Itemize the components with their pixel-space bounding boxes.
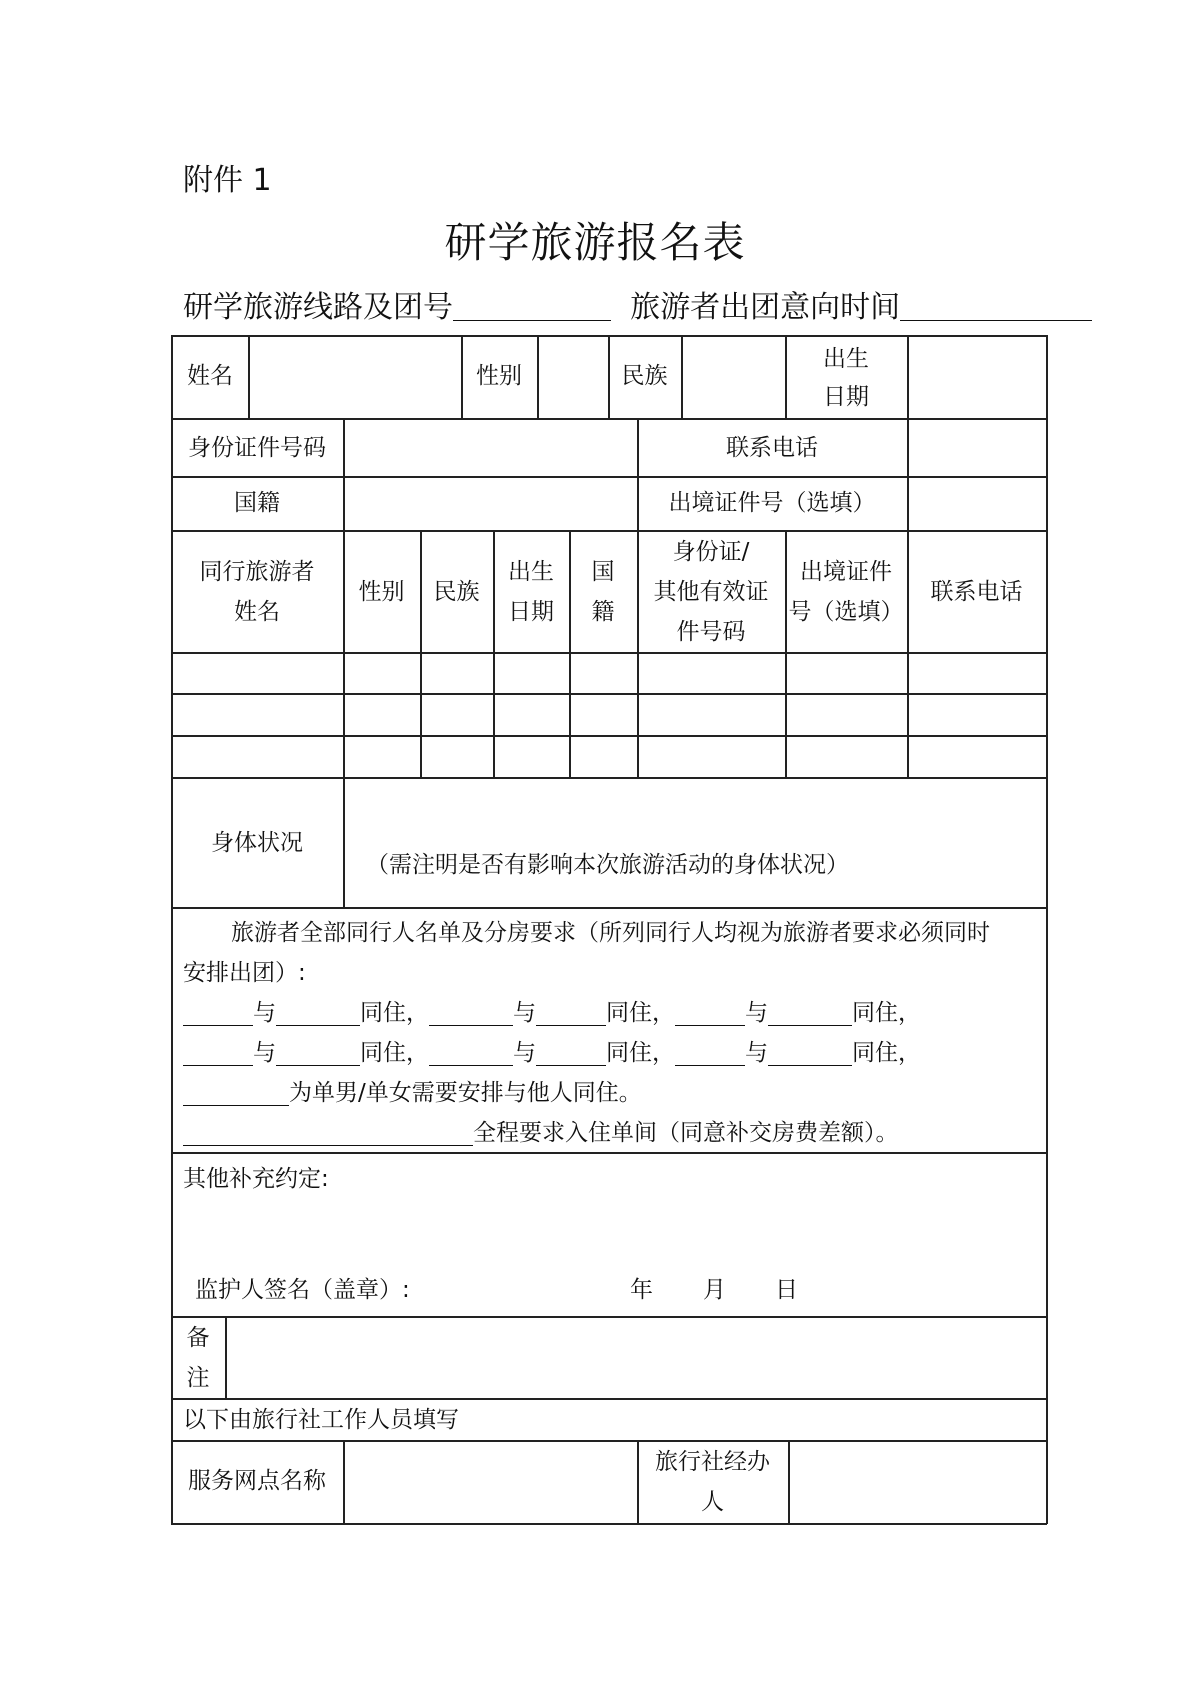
- header-line: 姓名: [234, 599, 280, 625]
- birth-label-line: 日期: [823, 384, 869, 410]
- route-label: 研学旅游线路及团号: [183, 290, 453, 325]
- with-text: 与: [253, 1040, 276, 1066]
- companion-id-header: [637, 532, 785, 652]
- single-share-text: 为单男/单女需要安排与他人同住。: [289, 1080, 642, 1106]
- ethnicity-input[interactable]: [682, 340, 785, 418]
- route-blank[interactable]: [453, 290, 611, 321]
- with-text: 与: [253, 1000, 276, 1026]
- header-line: 国: [591, 559, 615, 585]
- agency-handler-label: [637, 1442, 788, 1522]
- rooming-intro-cont: 安排出团）:: [183, 960, 306, 986]
- date-day: 日: [775, 1277, 798, 1303]
- rooming-line: [183, 993, 921, 1033]
- header-line: 同行旅游者: [199, 559, 315, 585]
- health-input[interactable]: [344, 779, 1046, 907]
- birth-label-line: 出生: [823, 346, 869, 372]
- header-line: 籍: [591, 599, 615, 625]
- header-line: 号（选填）: [788, 599, 904, 625]
- other-agreements-label: 其他补充约定:: [183, 1166, 329, 1192]
- agency-section-label: 以下由旅行社工作人员填写: [183, 1407, 459, 1433]
- companion-gender-header: 性别: [358, 579, 405, 605]
- companion-name-header: [171, 552, 343, 632]
- intended-time-blank[interactable]: [900, 290, 1092, 321]
- handler-label-line: 旅行社经办: [655, 1449, 770, 1475]
- companion-row[interactable]: [172, 695, 1046, 735]
- with-text: 与: [513, 1000, 536, 1026]
- remarks-label: [171, 1318, 225, 1398]
- nationality-label: 国籍: [234, 490, 280, 516]
- phone-label: 联系电话: [726, 435, 818, 461]
- form-title: 研学旅游报名表: [444, 218, 746, 267]
- intended-time-label: 旅游者出团意向时间: [630, 290, 901, 325]
- single-room-text: 全程要求入住单间（同意补交房费差额）。: [473, 1120, 899, 1146]
- roommate-blank[interactable]: [675, 1039, 745, 1066]
- health-label: 身体状况: [211, 830, 303, 856]
- roommate-blank[interactable]: [429, 999, 513, 1026]
- service-point-input[interactable]: [344, 1442, 637, 1523]
- companion-ethnicity-header: 民族: [433, 579, 480, 605]
- nationality-input[interactable]: [344, 478, 637, 530]
- companion-row[interactable]: [172, 737, 1046, 777]
- roommate-blank[interactable]: [183, 1039, 253, 1066]
- companion-nationality-header: [569, 552, 637, 632]
- exit-permit-label: 出境证件号（选填）: [668, 490, 876, 516]
- live-together-text: 同住，: [606, 1040, 675, 1066]
- rooming-line: [183, 1033, 921, 1073]
- attachment-label: 附件 1: [183, 163, 272, 198]
- health-note: （需注明是否有影响本次旅游活动的身体状况）: [366, 852, 849, 878]
- live-together-text: 同住，: [360, 1000, 429, 1026]
- companion-row[interactable]: [172, 654, 1046, 693]
- ethnicity-label: 民族: [621, 363, 668, 389]
- roommate-blank[interactable]: [768, 1039, 852, 1066]
- roommate-blank[interactable]: [536, 999, 606, 1026]
- guardian-signature-label: 监护人签名（盖章）:: [195, 1277, 410, 1303]
- with-text: 与: [513, 1040, 536, 1066]
- with-text: 与: [745, 1000, 768, 1026]
- roommate-blank[interactable]: [768, 999, 852, 1026]
- phone-input[interactable]: [908, 420, 1046, 476]
- agency-handler-input[interactable]: [789, 1442, 1046, 1523]
- roommate-blank[interactable]: [429, 1039, 513, 1066]
- companion-birth-header: [493, 552, 569, 632]
- other-agreements-input[interactable]: [172, 1200, 1046, 1270]
- name-label: 姓名: [187, 363, 233, 389]
- rooming-intro: 旅游者全部同行人名单及分房要求（所列同行人均视为旅游者要求必须同时: [231, 920, 990, 946]
- header-line: 日期: [508, 599, 554, 625]
- name-input[interactable]: [249, 340, 461, 418]
- roommate-blank[interactable]: [276, 1039, 360, 1066]
- companion-exit-permit-header: [785, 552, 907, 632]
- header-line: 其他有效证: [653, 579, 769, 605]
- remarks-label-line: 注: [186, 1365, 210, 1391]
- companion-phone-header: 联系电话: [930, 579, 1023, 605]
- live-together-text: 同住，: [852, 1000, 921, 1026]
- header-line: 件号码: [676, 619, 746, 645]
- row-divider: [171, 907, 1047, 909]
- single-share-blank[interactable]: [183, 1079, 289, 1106]
- id-number-label: 身份证件号码: [188, 435, 326, 461]
- live-together-text: 同住，: [606, 1000, 675, 1026]
- gender-label: 性别: [476, 363, 522, 389]
- birth-date-input[interactable]: [908, 340, 1046, 418]
- single-room-blank[interactable]: [183, 1119, 473, 1146]
- table-border-bottom: [171, 1523, 1047, 1525]
- with-text: 与: [745, 1040, 768, 1066]
- roommate-blank[interactable]: [675, 999, 745, 1026]
- birth-date-label: [785, 340, 907, 416]
- date-year: 年: [630, 1277, 653, 1303]
- header-line: 出生: [508, 559, 554, 585]
- id-number-input[interactable]: [344, 420, 637, 476]
- route-line: [183, 282, 1092, 326]
- table-border-right: [1046, 335, 1048, 1524]
- row-divider: [171, 530, 1047, 532]
- header-line: 出境证件: [800, 559, 892, 585]
- remarks-label-line: 备: [186, 1325, 210, 1351]
- service-point-label: 服务网点名称: [188, 1468, 326, 1494]
- gender-input[interactable]: [538, 340, 608, 418]
- live-together-text: 同住，: [360, 1040, 429, 1066]
- date-month: 月: [703, 1277, 726, 1303]
- remarks-input[interactable]: [226, 1318, 1046, 1398]
- live-together-text: 同住，: [852, 1040, 921, 1066]
- single-room-line: [183, 1113, 899, 1153]
- exit-permit-input[interactable]: [908, 478, 1046, 530]
- roommate-blank[interactable]: [536, 1039, 606, 1066]
- roommate-blank[interactable]: [183, 999, 253, 1026]
- handler-label-line: 人: [701, 1489, 724, 1515]
- header-line: 身份证/: [672, 539, 750, 565]
- single-share-line: [183, 1073, 642, 1113]
- roommate-blank[interactable]: [276, 999, 360, 1026]
